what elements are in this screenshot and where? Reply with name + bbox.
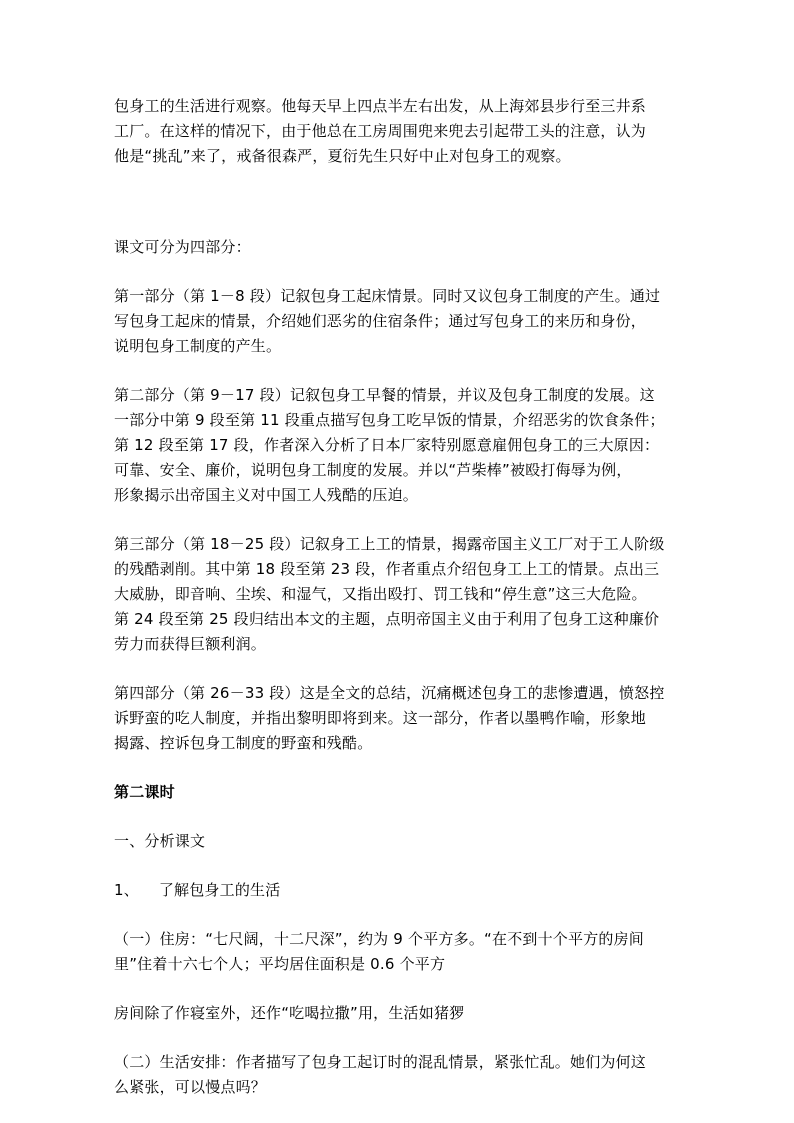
text-line: 第 24 段至第 25 段归结出本文的主题，点明帝国主义由于利用了包身工这种廉价 xyxy=(114,610,660,628)
text-line: 第二部分（第 9－17 段）记叙包身工早餐的情景，并议及包身工制度的发展。这 xyxy=(114,386,655,404)
text-line: 大威胁，即音响、尘埃、和湿气，又指出殴打、罚工钱和“停生意”这三大危险。 xyxy=(114,585,647,603)
part-1-paragraph xyxy=(114,284,686,359)
text-line: 第 12 段至第 17 段，作者深入分析了日本厂家特别愿意雇佣包身工的三大原因： xyxy=(114,436,660,454)
lesson-title: 第二课时 xyxy=(114,783,175,801)
text-line: 包身工的生活进行观察。他每天早上四点半左右出发，从上海郊县步行至三井系 xyxy=(114,97,647,115)
text-line: 写包身工起床的情景，介绍她们恶劣的住宿条件；通过写包身工的来历和身份， xyxy=(114,312,647,330)
part-4-paragraph xyxy=(114,681,686,756)
schedule-paragraph xyxy=(114,1050,686,1100)
text-line: 工厂。在这样的情况下，由于他总在工房周围兜来兜去引起带工头的注意，认为 xyxy=(114,122,647,140)
text-line: 一部分中第 9 段至第 11 段重点描写包身工吃早饭的情景，介绍恶劣的饮食条件； xyxy=(114,411,665,429)
text-line: 形象揭示出帝国主义对中国工人残酷的压迫。 xyxy=(114,486,419,504)
structure-intro: 课文可分为四部分： xyxy=(114,238,251,256)
document-page xyxy=(114,94,686,1100)
section-heading: 一、分析课文 xyxy=(114,832,206,850)
text-line: 说明包身工制度的产生。 xyxy=(114,337,282,355)
part-2-paragraph xyxy=(114,383,686,508)
text-line: （二）生活安排：作者描写了包身工起订时的混乱情景，紧张忙乱。她们为何这 xyxy=(114,1053,647,1071)
intro-paragraph xyxy=(114,94,686,169)
list-item-heading: 1、 了解包身工的生活 xyxy=(114,881,281,899)
text-line: 第三部分（第 18－25 段）记叙身工上工的情景，揭露帝国主义工厂对于工人阶级 xyxy=(114,535,665,553)
text-line: 第一部分（第 1－8 段）记叙包身工起床情景。同时又议包身工制度的产生。通过 xyxy=(114,287,661,305)
text-line: 的残酷剥削。其中第 18 段至第 23 段，作者重点介绍包身工上工的情景。点出三 xyxy=(114,560,660,578)
part-3-paragraph xyxy=(114,532,686,657)
text-line: 诉野蛮的吃人制度，并指出黎明即将到来。这一部分，作者以墨鸭作喻，形象地 xyxy=(114,709,647,727)
text-line: 里”住着十六七个人；平均居住面积是 0.6 个平方 xyxy=(114,955,446,973)
text-line: 揭露、控诉包身工制度的野蛮和残酷。 xyxy=(114,734,373,752)
text-line: （一）住房：“七尺阔，十二尺深”，约为 9 个平方多。“在不到十个平方的房间 xyxy=(114,930,644,948)
text-line: 劳力而获得巨额利润。 xyxy=(114,635,267,653)
text-line: 可靠、安全、廉价，说明包身工制度的发展。并以“芦柴棒”被殴打侮辱为例， xyxy=(114,461,632,479)
text-line: 么紧张，可以慢点吗？ xyxy=(114,1078,267,1096)
text-line: 第四部分（第 26－33 段）这是全文的总结，沉痛概述包身工的悲惨遭遇，愤怒控 xyxy=(114,684,665,702)
text-line: 他是“挑乱”来了，戒备很森严，夏衍先生只好中止对包身工的观察。 xyxy=(114,147,571,165)
housing-paragraph xyxy=(114,927,686,977)
room-usage-paragraph: 房间除了作寝室外，还作“吃喝拉撒”用，生活如猪猡 xyxy=(114,1004,465,1022)
